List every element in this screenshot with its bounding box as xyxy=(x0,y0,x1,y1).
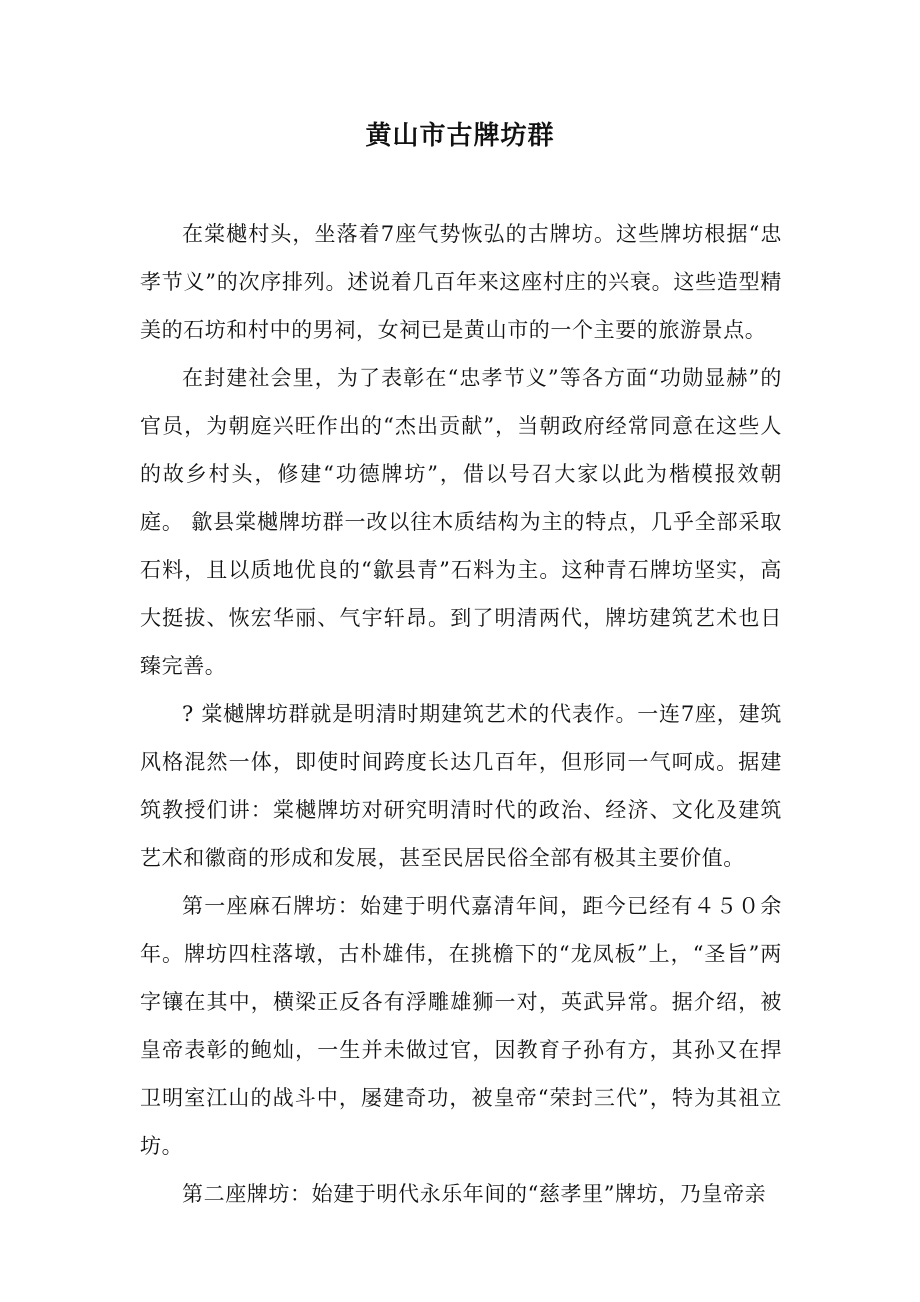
paragraph-4: 第一座麻石牌坊：始建于明代嘉清年间，距今已经有４５０余年。牌坊四柱落墩，古朴雄伟，在挑檐下的“龙凤板”上，“圣旨”两字镶在其中，横梁正反各有浮雕雄狮一对，英武异常。据介绍，被皇帝表彰的鲍灿，一生并未做过官，因教育子孙有方，其孙又在捍卫明室江山的战斗中，屡建奇功，被皇帝“荣封三代”，特为其祖立坊。 xyxy=(140,894,782,1158)
paragraph-3: ? 棠樾牌坊群就是明清时期建筑艺术的代表作。一连7座，建筑风格混然一体，即使时间跨度长达几百年，但形同一气呵成。据建筑教授们讲：棠樾牌坊对研究明清时代的政治、经济、文化及建筑艺术和徽商的形成和发展，甚至民居民俗全部有极其主要价值。 xyxy=(140,702,782,870)
paragraph-2: 在封建社会里，为了表彰在“忠孝节义”等各方面“功勋显赫”的官员，为朝庭兴旺作出的“杰出贡献”，当朝政府经常同意在这些人的故乡村头，修建“功德牌坊”，借以号召大家以此为楷模报效朝庭。 歙县棠樾牌坊群一改以往木质结构为主的特点，几乎全部采取石料，且以质地优良的“歙县青”石料为主。这种青石牌坊坚实，高大挺拔、恢宏华丽、气宇轩昂。到了明清两代，牌坊建筑艺术也日臻完善。 xyxy=(140,366,782,678)
document-body xyxy=(140,210,782,1218)
paragraph-5: 第二座牌坊：始建于明代永乐年间的“慈孝里”牌坊，乃皇帝亲 xyxy=(182,1182,767,1206)
paragraph-1: 在棠樾村头，坐落着7座气势恢弘的古牌坊。这些牌坊根据“忠孝节义”的次序排列。述说着几百年来这座村庄的兴衰。这些造型精美的石坊和村中的男祠，女祠已是黄山市的一个主要的旅游景点。 xyxy=(140,222,782,342)
document-title: 黄山市古牌坊群 xyxy=(365,121,555,151)
